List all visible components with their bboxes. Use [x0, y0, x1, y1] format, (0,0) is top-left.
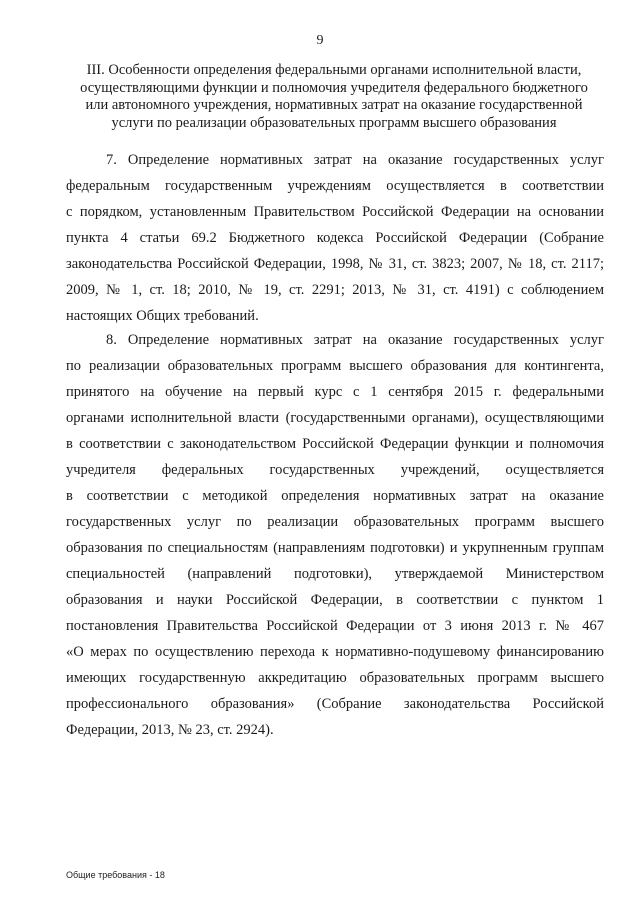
paragraph-line: 8. Определение нормативных затрат на оказание государственных услуг	[106, 332, 604, 348]
paragraph-line: 2009, № 1, ст. 18; 2010, № 19, ст. 2291; 2013, № 31, ст. 4191) с соблюдением	[66, 282, 604, 298]
paragraph-line: принятого на обучение на первый курс с 1 сентября 2015 г. федеральными	[66, 384, 604, 400]
paragraph-line: «О мерах по осуществлению перехода к нормативно-подушевому финансированию	[66, 644, 604, 660]
section-heading	[60, 62, 608, 132]
paragraph-line: по реализации образовательных программ высшего образования для контингента,	[66, 358, 604, 374]
paragraph-line: Федерации, 2013, № 23, ст. 2924).	[66, 722, 274, 738]
paragraph-line: образования по специальностям (направлениям подготовки) и укрупненным группам	[66, 540, 604, 556]
paragraph-line: федеральным государственным учреждениям осуществляется в соответствии	[66, 178, 604, 194]
paragraph-line: профессионального образования» (Собрание законодательства Российской	[66, 696, 604, 712]
paragraph-line: учредителя федеральных государственных учреждений, осуществляется	[66, 462, 604, 478]
section-heading-line: III. Особенности определения федеральными органами исполнительной власти,	[86, 62, 582, 78]
paragraph-line: органами исполнительной власти (государственными органами), осуществляющими	[66, 410, 604, 426]
paragraph-line: с порядком, установленным Правительством Российской Федерации на основании	[66, 204, 604, 220]
section-heading-line: осуществляющими функции и полномочия учредителя федерального бюджетного	[80, 79, 588, 96]
paragraph-line: государственных услуг по реализации образовательных программ высшего	[66, 514, 604, 530]
paragraph-line: имеющих государственную аккредитацию образовательных программ высшего	[66, 670, 604, 686]
section-heading-line: или автономного учреждения, нормативных затрат на оказание государственной	[85, 97, 583, 113]
section-heading-line: услуги по реализации образовательных программ высшего образования	[111, 114, 557, 131]
paragraph-line: в соответствии с методикой определения нормативных затрат на оказание	[66, 488, 604, 504]
paragraph-line: настоящих Общих требований.	[66, 308, 259, 324]
footer-note: Общие требования - 18	[66, 870, 165, 880]
paragraph-line: в соответствии с законодательством Российской Федерации функции и полномочия	[66, 436, 604, 452]
paragraph-line: пункта 4 статьи 69.2 Бюджетного кодекса Российской Федерации (Собрание	[66, 230, 604, 246]
paragraph-line: 7. Определение нормативных затрат на оказание государственных услуг	[106, 152, 604, 168]
paragraph-line: постановления Правительства Российской Федерации от 3 июня 2013 г. № 467	[66, 618, 604, 634]
paragraph-line: специальностей (направлений подготовки), утверждаемой Министерством	[66, 566, 604, 582]
paragraph-line: законодательства Российской Федерации, 1998, № 31, ст. 3823; 2007, № 18, ст. 2117;	[66, 256, 604, 272]
paragraph-7	[66, 147, 604, 329]
page-number: 9	[316, 33, 324, 48]
paragraph-line: образования и науки Российской Федерации, в соответствии с пунктом 1	[66, 592, 604, 608]
paragraph-8	[66, 327, 604, 743]
